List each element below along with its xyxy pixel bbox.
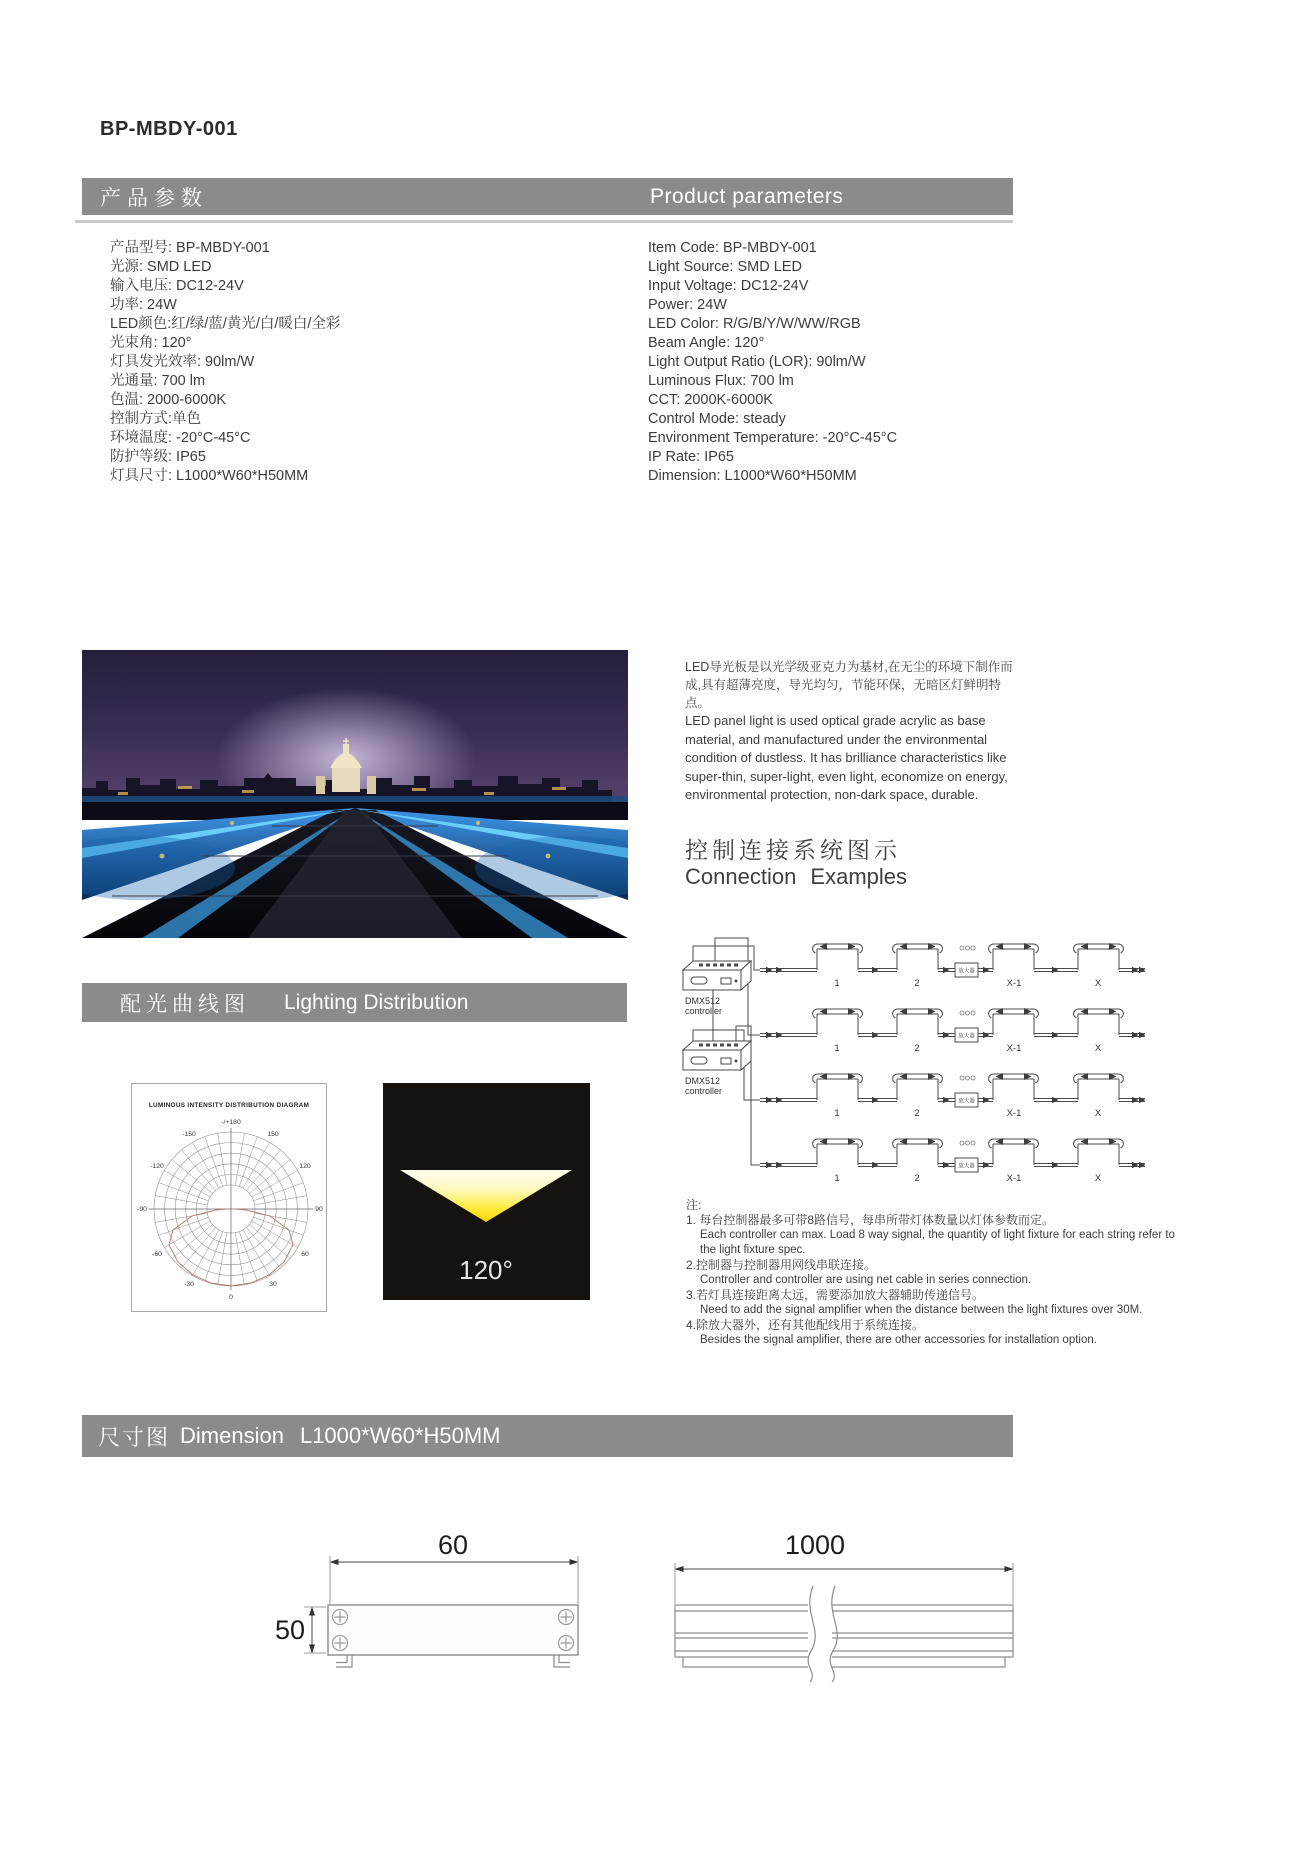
spec-line: 产品型号: BP-MBDY-001 <box>110 240 270 256</box>
angle-label: -30 <box>184 1281 194 1288</box>
height-dimension-label: 50 <box>274 1615 305 1645</box>
beam-angle-graphic <box>383 1083 590 1300</box>
spec-line: IP Rate: IP65 <box>648 449 734 465</box>
spec-line: 环境温度: -20°C-45°C <box>110 430 251 446</box>
beam-triangle-icon <box>400 1170 572 1222</box>
spec-line: 灯具尺寸: L1000*W60*H50MM <box>110 468 309 484</box>
spec-line: Input Voltage: DC12-24V <box>648 278 809 294</box>
spec-line: Light Source: SMD LED <box>648 259 802 275</box>
spec-line: Light Output Ratio (LOR): 90lm/W <box>648 354 866 370</box>
spec-line: Power: 24W <box>648 297 727 313</box>
wiring-diagram: 放大器 X-1 DMX512 controller DMX512 controller <box>640 930 1205 1188</box>
bridge-photo-illustration <box>82 650 628 938</box>
bar-dimension-value: L1000*W60*H50MM <box>299 1423 501 1448</box>
spec-line: LED颜色:红/绿/蓝/黄光/白/暖白/全彩 <box>110 316 341 332</box>
fixture-chain-row <box>760 943 1146 989</box>
bar-title-cn: 配光曲线图 <box>120 992 250 1016</box>
angle-label: 30 <box>269 1281 277 1288</box>
angle-labels <box>137 1119 323 1301</box>
spec-line: 光束角: 120° <box>110 335 192 351</box>
connection-title-en: Connection Examples <box>685 864 908 889</box>
angle-label: 60 <box>301 1251 309 1258</box>
spec-line: 防护等级: IP65 <box>110 449 206 465</box>
spec-line: Control Mode: steady <box>648 411 786 427</box>
note-en: Controller and controller are using net cable in series connection. <box>700 1274 1032 1286</box>
spec-line: Luminous Flux: 700 lm <box>648 373 794 389</box>
polar-plot <box>132 1084 326 1311</box>
divider-rule <box>75 220 1013 223</box>
description-cn: LED导光板是以光学级亚克力为基材,在无尘的环境下制作而成,具有超薄亮度，导光均匀，节能环保，无暗区灯鲜明特点。 <box>685 660 1013 710</box>
spec-line: Item Code: BP-MBDY-001 <box>648 240 817 256</box>
spec-list-cn <box>110 239 540 486</box>
spec-line: LED Color: R/G/B/Y/W/WW/RGB <box>648 316 861 332</box>
angle-label: 90 <box>315 1206 323 1213</box>
connection-diagram <box>640 930 1205 1188</box>
note-en: Each controller can max. Load 8 way signal, the quantity of light fixture for each string refer to the light fixture spec. <box>700 1229 1175 1256</box>
profile-lines <box>675 1605 1013 1667</box>
bar-title-cn: 产品参数 <box>100 186 208 210</box>
angle-label: 120 <box>299 1163 311 1170</box>
fixture-chain-row <box>760 1073 1146 1119</box>
dimension-drawing-svg <box>230 1520 1060 1715</box>
spec-line: Environment Temperature: -20°C-45°C <box>648 430 898 446</box>
angle-label: 150 <box>267 1131 279 1138</box>
spec-line: 色温: 2000-6000K <box>110 392 227 408</box>
section-bar-dimension <box>82 1415 1013 1457</box>
controller-name: DMX512 <box>685 1076 721 1086</box>
section-bar-lighting-distribution <box>82 983 627 1022</box>
spec-line: 灯具发光效率: 90lm/W <box>110 354 255 370</box>
side-view-drawing <box>675 1530 1013 1682</box>
polar-title: LUMINOUS INTENSITY DISTRIBUTION DIAGRAM <box>148 1102 310 1109</box>
spec-line: CCT: 2000K-6000K <box>648 392 773 408</box>
description-en: LED panel light is used optical grade acrylic as base material, and manufactured under the environmental condition of dustless. It has brilliance characteristics like super-thin, super-light, even light, economize on energy, environmental protection, non-dark space, durable. <box>685 713 1008 802</box>
fixture-chain-row <box>760 1008 1146 1054</box>
beam-angle-box <box>383 1083 590 1300</box>
note-cn: 4.除放大器外，还有其他配线用于系统连接。 <box>686 1318 925 1332</box>
bar-title-en: Dimension <box>180 1423 284 1448</box>
width-dimension-label: 60 <box>437 1530 469 1560</box>
note-cn: 3.若灯具连接距离太远，需要添加放大器辅助传递信号。 <box>686 1288 985 1302</box>
mounting-feet <box>336 1655 570 1667</box>
spec-line: 光通量: 700 lm <box>110 373 206 389</box>
note-en: Need to add the signal amplifier when the distance between the light fixtures over 30M. <box>700 1304 1143 1316</box>
note-cn: 1. 每台控制器最多可带8路信号，每串所带灯体数量以灯体参数而定。 <box>686 1213 1055 1227</box>
spec-line: 功率: 24W <box>110 297 177 313</box>
spec-line: 光源: SMD LED <box>110 259 212 275</box>
spec-line: Dimension: L1000*W60*H50MM <box>648 468 857 484</box>
spec-line: 控制方式:单色 <box>110 411 202 427</box>
spec-line: 输入电压: DC12-24V <box>110 278 244 294</box>
controller-word: controller <box>685 1086 723 1096</box>
product-photo-night-bridge <box>82 650 628 938</box>
bar-title-en: Lighting Distribution <box>284 990 469 1014</box>
length-dimension-label: 1000 <box>784 1530 846 1560</box>
angle-label: -90 <box>137 1206 147 1213</box>
page-title: BP-MBDY-001 <box>100 118 238 140</box>
section-bar-product-parameters <box>82 178 1013 215</box>
notes-title: 注: <box>686 1198 702 1212</box>
beam-angle-value: 120° <box>459 1255 513 1285</box>
connection-title-cn: 控制连接系统图示 <box>685 837 901 863</box>
spec-line: Beam Angle: 120° <box>648 335 765 351</box>
angle-label: 0 <box>229 1294 233 1301</box>
luminous-intensity-diagram <box>131 1083 327 1312</box>
controller-name: DMX512 <box>685 996 721 1006</box>
millennium-bridge <box>82 808 628 938</box>
dimension-drawings <box>230 1520 1060 1715</box>
angle-label: -150 <box>182 1131 196 1138</box>
controller-word: controller <box>685 1006 723 1016</box>
angle-label: -120 <box>150 1163 164 1170</box>
note-en: Besides the signal amplifier, there are other accessories for installation option. <box>700 1334 1097 1346</box>
bar-title-cn: 尺寸图 <box>98 1424 171 1450</box>
note-cn: 2.控制器与控制器用网线串联连接。 <box>686 1258 877 1272</box>
angle-label: -/+180 <box>221 1119 241 1126</box>
notes-block <box>686 1198 1183 1348</box>
end-view-drawing <box>275 1530 578 1667</box>
bar-title-en: Product parameters <box>650 184 844 208</box>
spec-list-en <box>648 239 1078 486</box>
fixture-chain-row <box>760 1138 1146 1184</box>
angle-label: -60 <box>152 1251 162 1258</box>
